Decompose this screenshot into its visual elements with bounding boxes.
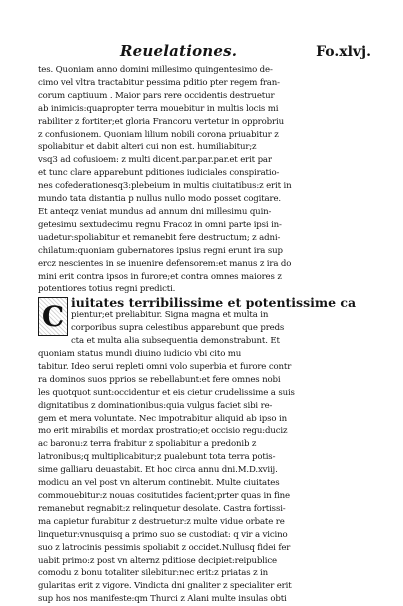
decorated-initial: [38, 297, 68, 336]
text-line: suo z latrocinis pessimis spoliabit z occidet.Nullusq fidei fer: [38, 542, 291, 553]
text-line: dignitatibus z dominationibus:quia vulgus faciet sibi re-: [38, 400, 273, 411]
text-line: et tunc clare apparebunt pditiones iudiciales conspiratio-: [38, 168, 280, 179]
initial-letter: C: [41, 299, 65, 333]
page-header: [38, 42, 377, 64]
text-line: pientur;et preliabitur. Signa magna et multa in: [71, 310, 269, 321]
text-line: getesimu sextudecimu regnu Fracoz in omni parte ipsi in-: [38, 219, 282, 230]
text-line: potentiores totius regni predicti.: [38, 284, 176, 295]
text-line: quoniam status mundi diuino iudicio vbi cito mu: [38, 349, 242, 360]
text-line: mundo tata distantia p nullus nullo modo posset cogitare.: [38, 194, 281, 205]
text-line: corporibus supra celestibus apparebunt que preds: [71, 323, 285, 334]
text-line: remanebut regnabit:z relinquetur desolate. Castra fortissi-: [38, 503, 286, 514]
text-line: ac baronu:z terra frabitur z spoliabitur a predonib z: [38, 439, 257, 450]
lead-lines: [71, 296, 377, 348]
text-line: rabiliter z fortiter;et gloria Francoru vertetur in opprobriu: [38, 116, 284, 127]
text-line: cimo vel vltra tractabitur pessima pditio pter regem fran-: [38, 77, 280, 88]
text-line: sime galliaru deuastabit. Et hoc circa annu dni.M.D.xviij.: [38, 465, 278, 476]
paragraph-1: [38, 64, 377, 296]
paragraph-2: [38, 348, 377, 606]
text-line: Et anteqz veniat mundus ad annum dni millesimu quin-: [38, 206, 272, 217]
text-line: commouebitur:z nouas cositutides facient;prter quas in fine: [38, 491, 290, 501]
folio-number: Fo.xlvj.: [316, 44, 371, 60]
text-line: z confusionem. Quoniam lilium nobili corona priuabitur z: [38, 129, 279, 140]
text-line: nes cofederationesq3:plebeium in multis ciuitatibus:z erit in: [38, 181, 292, 192]
text-line-heading: iuitates terribilissime et potentissime ca: [71, 296, 357, 310]
text-line: spoliabitur et dabit alteri cui non est. humiliabitur;z: [38, 142, 257, 153]
text-line: gem et mera voluntate. Nec impotrabitur aliquid ab ipso in: [38, 413, 287, 424]
text-line: mo erit mirabilis et mordax prostratio;et occisio regu:duciz: [38, 426, 288, 437]
text-line: uadetur:spoliabitur et remanebit fere destructum; z adni-: [38, 232, 281, 243]
text-line: corum captiuum . Maior pars rere occidentis destruetur: [38, 90, 275, 101]
text-line: sup hos nos manifeste:qm Thurci z Alani multe insulas obti: [38, 594, 287, 605]
text-line: les quotquot sunt:occidentur et eis cietur crudelissime a suis: [38, 387, 295, 398]
text-line: gularitas erit z vigore. Vindicta dni gnaliter z specialiter erit: [38, 581, 292, 592]
text-line: modicu an vel post vn alterum continebit. Multe ciuitates: [38, 478, 280, 489]
text-line: ra dominos suos pprios se rebellabunt:et fere omnes nobi: [38, 374, 281, 385]
text-line: latronibus;q multiplicabitur;z pualebunt tota terra potis-: [38, 452, 276, 463]
text-line: linquetur:vnusquisq a primo suo se custodiat: q vir a vicino: [38, 529, 288, 540]
text-line: chilatum:quoniam gubernatores ipsius regni erunt ira sup: [38, 245, 283, 256]
running-head: Reuelationes.: [120, 42, 238, 60]
text-line: tes. Quoniam anno domini millesimo quingentesimo de-: [38, 65, 273, 75]
text-line: cta et multa alia subsequentia demonstrabunt. Et: [71, 336, 280, 347]
text-line: ma capietur furabitur z destruetur:z multe vidue orbate re: [38, 516, 285, 527]
text-line: ab inimicis:quapropter terra mouebitur in multis locis mi: [38, 103, 279, 114]
text-line: ercz nescientes in se inuenire defensorem:et manus z ira do: [38, 258, 292, 269]
paragraph-2-lead: [38, 296, 377, 348]
text-line: comodu z bonu totaliter silebitur:nec erit:z priatas z in: [38, 568, 269, 579]
text-line: mini erit contra ipsos in furore;et contra omnes maiores z: [38, 271, 282, 282]
text-line: uabit primo:z post vn alternz pditiose decipiet:reipublice: [38, 555, 277, 566]
text-line: vsq3 ad cofusioem: z multi dicent.par.par.par.et erit par: [38, 155, 272, 166]
text-line: tabitur. Ideo serui repleti omni volo superbia et furore contr: [38, 361, 292, 372]
text-block: [38, 42, 377, 606]
